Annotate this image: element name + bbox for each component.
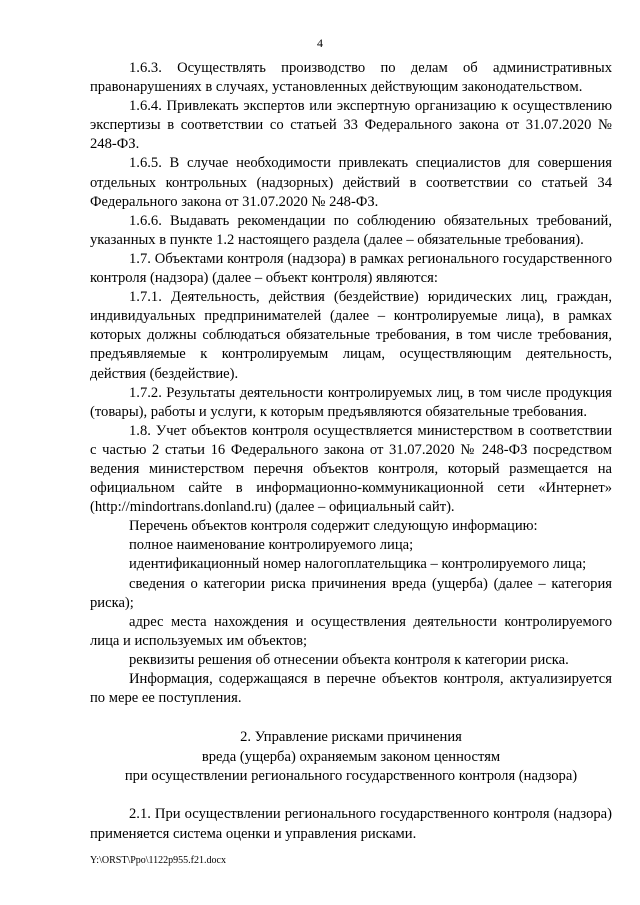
document-body	[90, 59, 612, 844]
list-intro: Перечень объектов контроля содержит следующую информацию:	[129, 518, 538, 535]
paragraph-1-6-6: 1.6.6. Выдавать рекомендации по соблюдению обязательных требований, указанных в пункте 1.2 настоящего раздела (далее – обязательные требования).	[90, 212, 612, 248]
paragraph-1-7: 1.7. Объектами контроля (надзора) в рамках регионального государственного контроля (надзора) (далее – объект контроля) являются:	[90, 250, 612, 287]
section-heading-line-2: вреда (ущерба) охраняемым законом ценностям	[201, 748, 501, 765]
paragraph-1-8: 1.8. Учет объектов контроля осуществляется министерством в соответствии с частью 2 статьи 16 Федерального закона от 31.07.2020 № 248-ФЗ посредством ведения министерством перечня объектов контроля, который размещается на официальном сайте в информационно-коммуникационной сети «Интернет» (http://mindortrans.donland.ru) (далее – официальный сайт).	[90, 422, 612, 516]
paragraph-information-update: Информация, содержащаяся в перечне объектов контроля, актуализируется по мере ее поступления.	[90, 671, 612, 707]
list-item-risk-category: сведения о категории риска причинения вреда (ущерба) (далее – категория риска);	[90, 575, 612, 611]
paragraph-1-6-3: 1.6.3. Осуществлять производство по делам об административных правонарушениях в случаях, установленных действующим законодательством.	[90, 60, 612, 96]
paragraph-1-7-1: 1.7.1. Деятельность, действия (бездействие) юридических лиц, граждан, индивидуальных предпринимателей (далее – контролируемые лица), в рамках которых должны соблюдаться обязательные требования, в том числе требования, предъявляемые к контролируемым лицам, осуществляющим деятельность, действия (бездействие).	[90, 289, 612, 382]
page-number: 4	[317, 36, 323, 50]
section-heading-line-3: при осуществлении регионального государственного контроля (надзора)	[124, 768, 578, 784]
paragraph-1-7-2: 1.7.2. Результаты деятельности контролируемых лиц, в том числе продукция (товары), работы и услуги, к которым предъявляются обязательные требования.	[90, 384, 612, 420]
footer-file-path: Y:\ORST\Ppo\1122p955.f21.docx	[90, 855, 226, 866]
list-item-full-name: полное наименование контролируемого лица;	[129, 537, 414, 554]
list-item-inn: идентификационный номер налогоплательщика – контролируемого лица;	[129, 556, 587, 573]
list-item-decision-details: реквизиты решения об отнесении объекта контроля к категории риска.	[129, 651, 569, 668]
list-item-address: адрес места нахождения и осуществления деятельности контролируемого лица и используемых им объектов;	[90, 613, 612, 649]
section-2-heading	[90, 728, 612, 786]
paragraph-2-1: 2.1. При осуществлении регионального государственного контроля (надзора) применяется система оценки и управления рисками.	[90, 806, 612, 842]
paragraph-1-6-5: 1.6.5. В случае необходимости привлекать специалистов для совершения отдельных контрольных (надзорных) действий в соответствии со статьей 34 Федерального закона от 31.07.2020 № 248-ФЗ.	[90, 155, 612, 210]
paragraph-1-6-4: 1.6.4. Привлекать экспертов или экспертную организацию к осуществлению экспертизы в соответствии со статьей 33 Федерального закона от 31.07.2020 № 248-ФЗ.	[90, 98, 612, 153]
section-heading-line-1: 2. Управление рисками причинения	[240, 729, 462, 746]
